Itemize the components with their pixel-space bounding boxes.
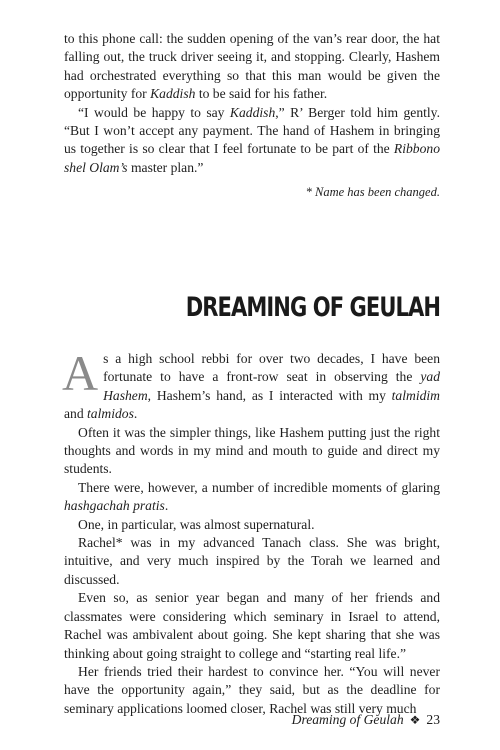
italic-term: Kaddish <box>229 104 276 120</box>
italic-term: yad Hashem <box>103 369 440 403</box>
paragraph <box>64 104 440 178</box>
text-run: ,” R’ Berger told him gently. “But I won’t accept any payment. The hand of Hashem in bringing us together is so clear that I feel fortunate to be part of the <box>64 104 440 157</box>
paragraph: One, in particular, was almost supernatural. <box>78 516 315 532</box>
chapter-title: DREAMING OF GEULAH <box>185 292 440 323</box>
page-number: 23 <box>426 712 440 727</box>
paragraph: Often it was the simpler things, like Hashem putting just the right thoughts and words in my mind and mouth to guide and direct my students. <box>64 424 440 477</box>
paragraph: Her friends tried their hardest to convince her. “You will never have the opportunity again,” they said, but as the deadline for seminary applications loomed closer, Rachel was still very much <box>64 663 440 716</box>
paragraph <box>62 345 440 424</box>
ornament-icon: ❖ <box>409 712 421 727</box>
text-run: . <box>164 498 169 514</box>
page-footer <box>292 712 440 728</box>
italic-term: Ribbono shel Olam’s <box>64 141 440 175</box>
text-run: s a high school rebbi for over two decades, I have been fortunate to have a front-row seat in observing the <box>103 351 440 385</box>
text-run: to be said for his father. <box>195 86 328 102</box>
text-run: . <box>133 406 138 422</box>
footnote: * Name has been changed. <box>305 185 440 200</box>
paragraph: Even so, as senior year began and many of her friends and classmates were considering which seminary in Israel to attend, Rachel was ambivalent about going. She kept sharing that she was thinking about going straight to college and “starting real life.” <box>64 590 440 661</box>
drop-cap: A <box>62 345 99 401</box>
chapter-body <box>62 345 440 718</box>
text-run: and <box>64 406 88 422</box>
paragraph <box>64 479 440 516</box>
paragraph: Rachel* was in my advanced Tanach class. She was bright, intuitive, and very much inspired by the Torah we learned and discussed. <box>64 535 440 587</box>
italic-term: talmidos <box>87 406 134 422</box>
text-run: “I would be happy to say <box>78 104 230 120</box>
italic-term: Kaddish <box>150 86 196 102</box>
text-run: There were, however, a number of incredible moments of glaring <box>78 479 440 495</box>
italic-term: hashgachah pratis <box>64 498 165 514</box>
running-title: Dreaming of Geulah <box>291 712 404 727</box>
paragraph <box>64 30 440 104</box>
page-body <box>62 30 440 716</box>
italic-term: talmidim <box>391 387 440 403</box>
text-run: master plan.” <box>127 159 204 175</box>
text-run: to this phone call: the sudden opening of the van’s rear door, the hat falling out, the truck driver seeing it, and stopping. Clearly, Hashem had orchestrated everything so that this man would be given the opportunity for <box>64 31 440 102</box>
text-run: , Hashem’s hand, as I interacted with my <box>147 387 392 403</box>
